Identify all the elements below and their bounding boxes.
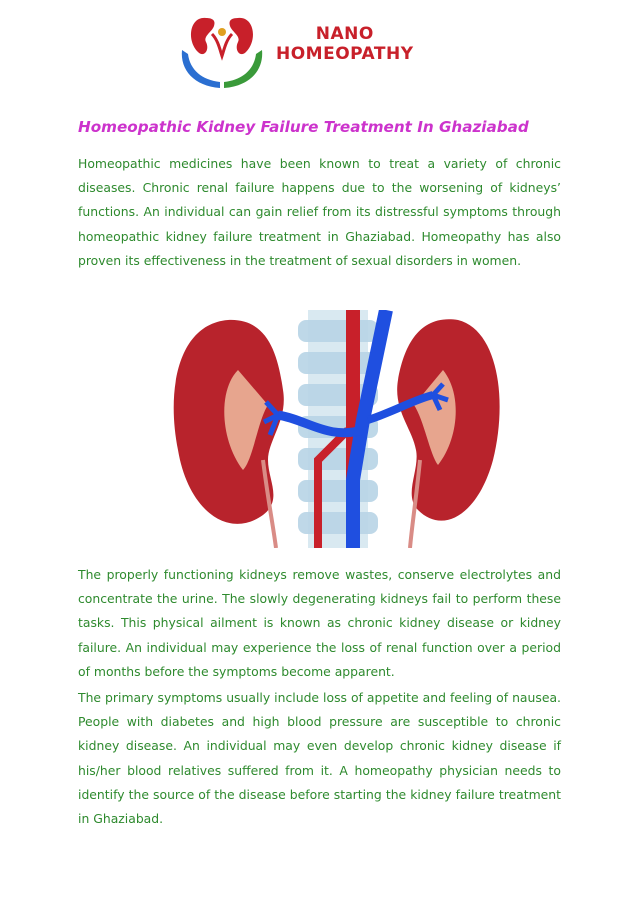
page-title: Homeopathic Kidney Failure Treatment In Ghaziabad xyxy=(78,118,529,136)
paragraph-symptoms: The primary symptoms usually include loss of appetite and feeling of nausea. People with diabetes and high blood pressure are susceptible to chronic kidney disease. An individual may even develop chronic kidney disease if his/her blood relatives suffered from it. A homeopathy physician needs to identify the source of the disease before starting the kidney failure treatment in Ghaziabad. xyxy=(78,690,561,827)
logo-line1: NANO xyxy=(315,24,374,44)
paragraph-intro: Homeopathic medicines have been known to treat a variety of chronic diseases. Chronic renal failure happens due to the worsening of kidneys’ functions. An individual can gain relief from its distressful symptoms through homeopathic kidney failure treatment in Ghaziabad. Homeopathy has also proven its effectiveness in the treatment of sexual disorders in women. xyxy=(78,156,561,268)
kidneys-illustration xyxy=(158,310,510,548)
logo xyxy=(176,10,446,96)
logo-text xyxy=(276,24,414,64)
kidney-hands-icon xyxy=(176,10,268,96)
paragraph-function: The properly functioning kidneys remove wastes, conserve electrolytes and concentrate the urine. The slowly degenerating kidneys fail to perform these tasks. This physical ailment is known as chronic kidney disease or kidney failure. An individual may experience the loss of renal function over a period of months before the symptoms become apparent. xyxy=(78,567,561,679)
logo-line2: HOMEOPATHY xyxy=(276,44,414,64)
